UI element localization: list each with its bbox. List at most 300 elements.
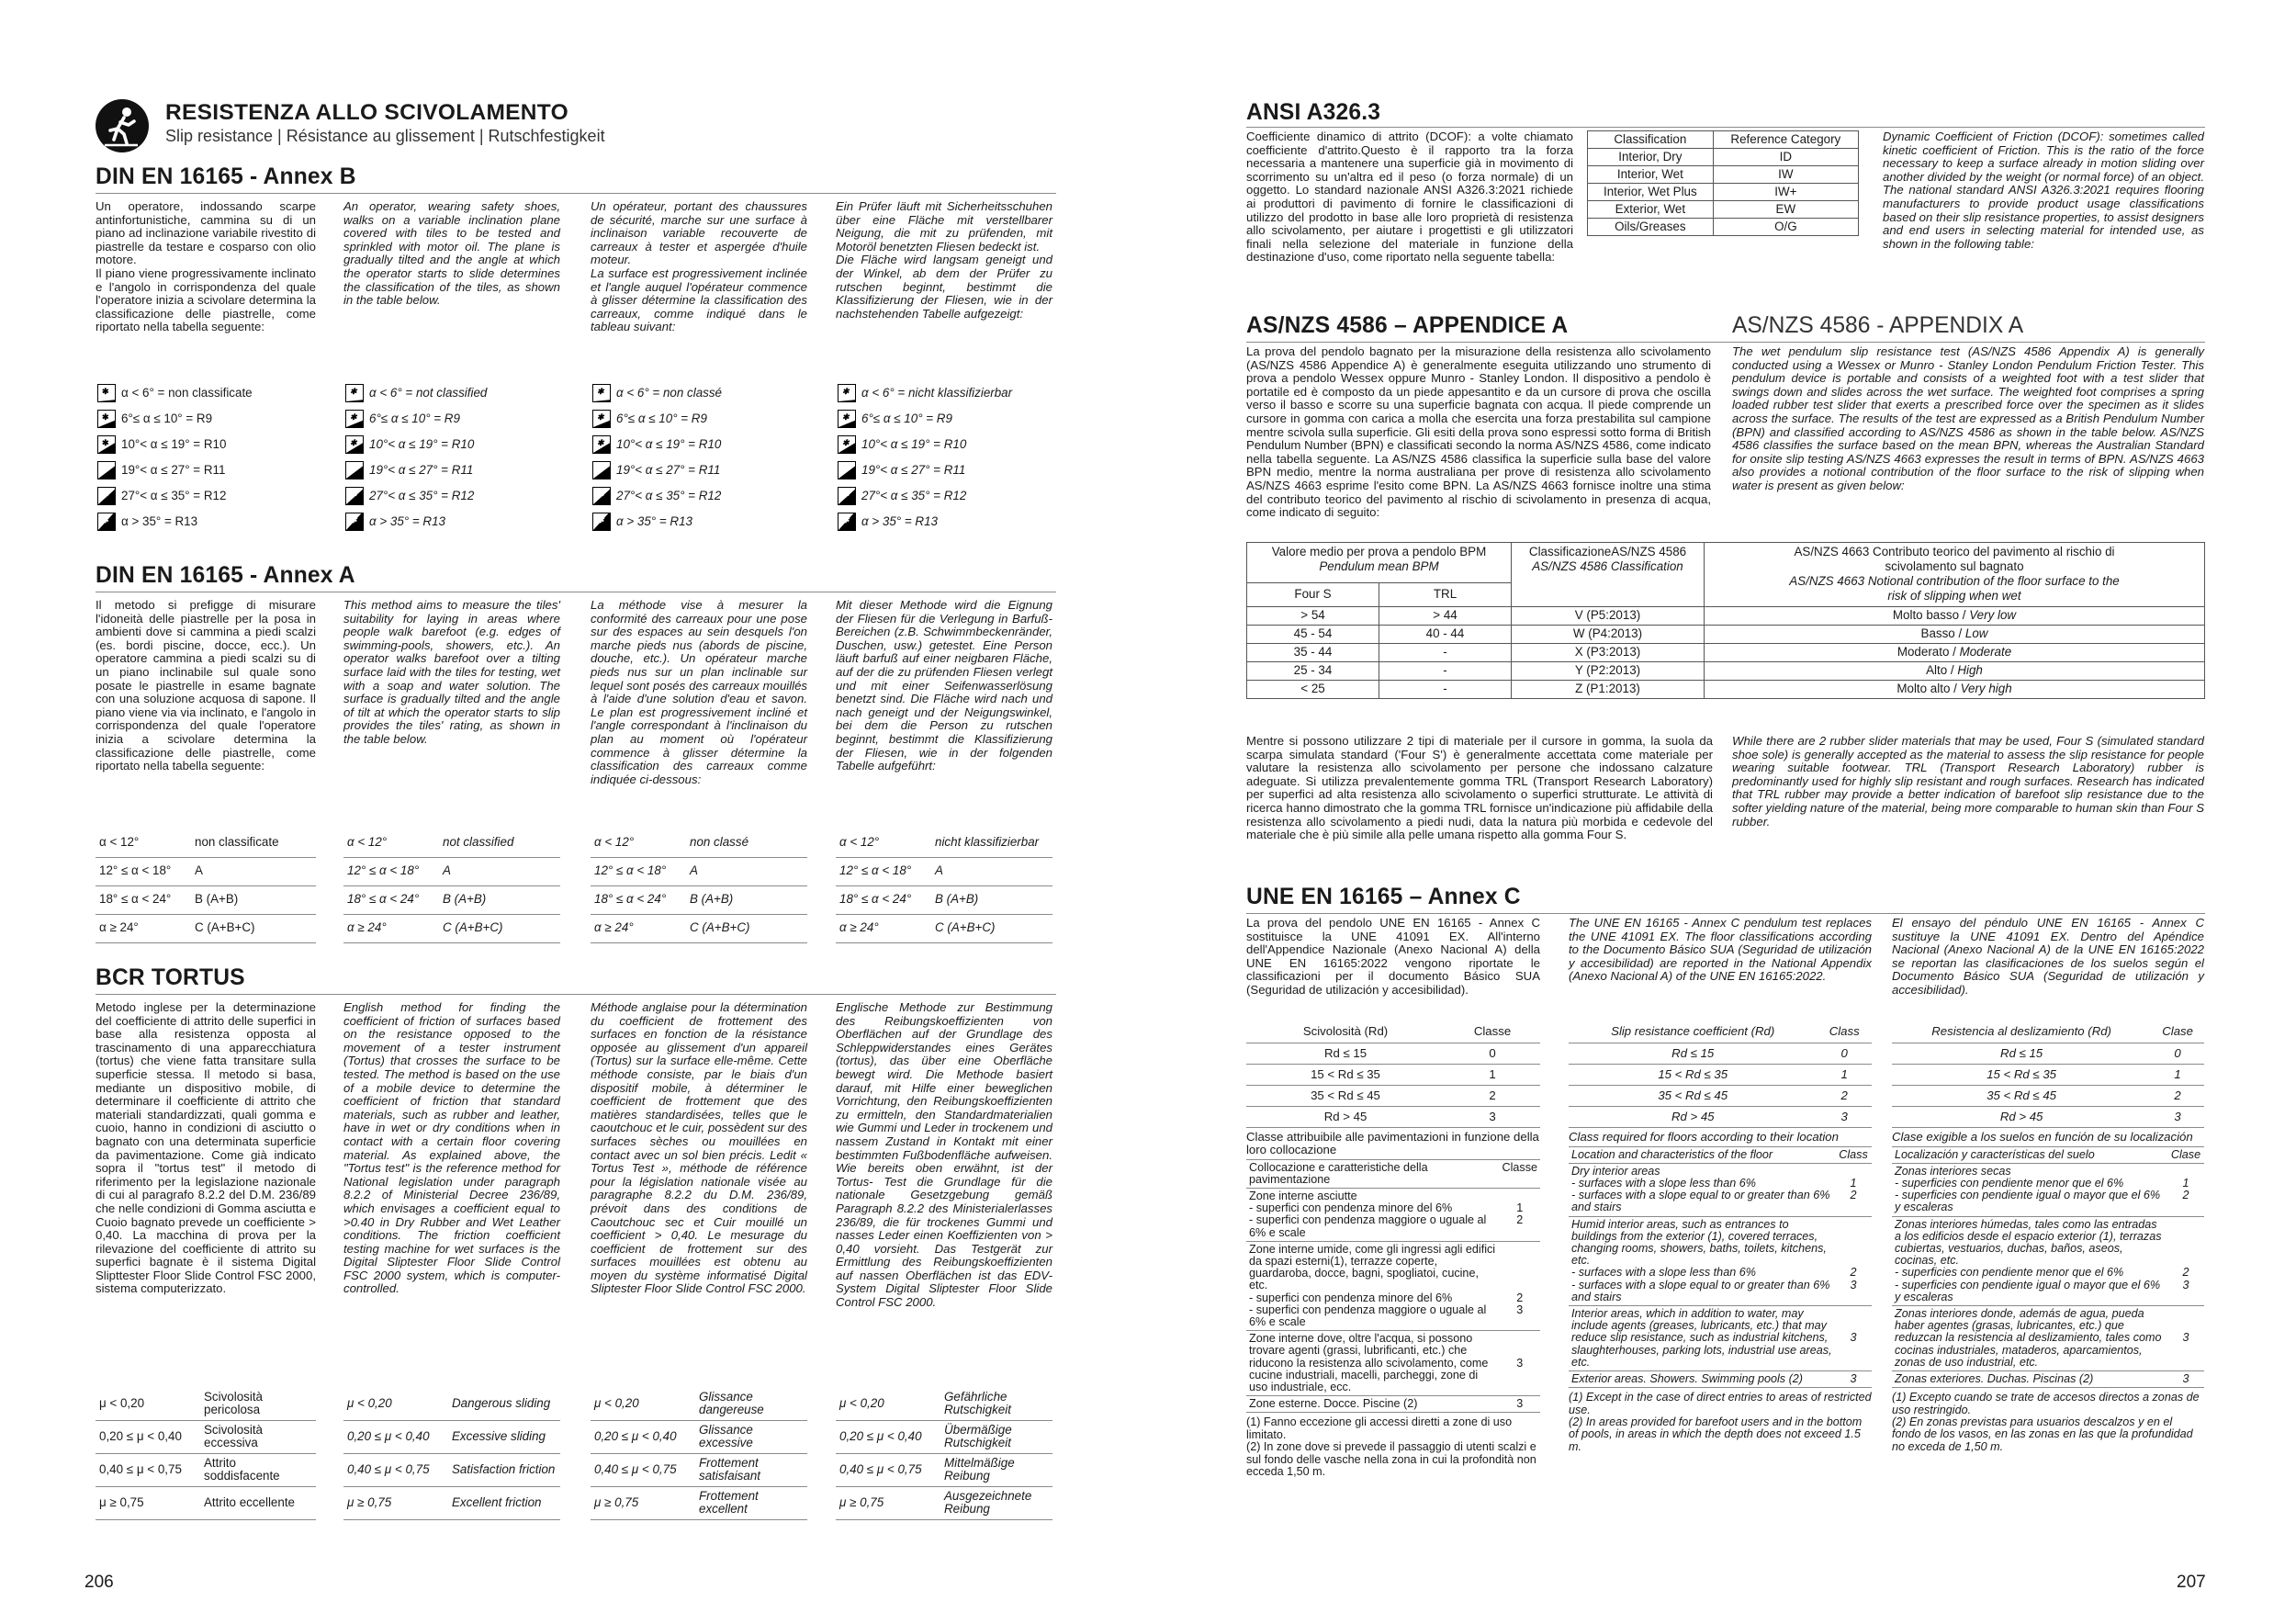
rating-label: 6°≤ α ≤ 10° = R9 <box>861 411 952 425</box>
din-b-fr: Un opérateur, portant des chaussures de sécurité, marche sur une surface à inclinaison variable recouverte de carreaux à tester et aspergée d'huile moteur. La surface est progressivement inclinée et l'angle auquel l'opérateur commence à glisser détermine la classification des carreaux, comme indiqué dans le tableau suivant: <box>591 199 807 334</box>
din-a-table-de <box>836 829 1052 943</box>
class-cell: 2 3 <box>1835 1216 1872 1305</box>
table-row <box>1246 1188 1540 1241</box>
header-cell: Scivolosità (Rd) <box>1246 1021 1445 1043</box>
asnzs-title-en: AS/NZS 4586 - APPENDIX A <box>1732 313 2024 338</box>
risk-it: Alto <box>1926 663 1948 678</box>
pend-sub-four-s: Four S <box>1247 583 1379 607</box>
une-es: El ensayo del péndulo UNE EN 16165 - Annex C sustituye la UNE 41091 EX. Dentro del Apéndice Nacional (Anexo Nacional A) de la UNE EN 16165:2022 se reportan las clasificaciones de los suelos según el Documento Básico SUA (Seguridad de utilización y accesibilidad). <box>1892 916 2204 997</box>
ansi-it: Coefficiente dinamico di attrito (DCOF): a volte chiamato coefficiente d'attrito.Questo è il rapporto tra la forza necessaria a mantenere una superficie già in movimento di scorrimento su un'altra ed il peso (o forza normale) di un oggetto. Lo standard nazionale ANSI A326.3:2021 richiede ai produttori di pavimento di fornire le classificazioni di utilizzo del prodotto in base alle loro proprietà di resistenza allo scivolamento, per aiutare i progettisti e gli utilizzatori finali nella selezione del materiale in funzione della destinazione d'uso, come riportato nella seguente tabella: <box>1246 130 1573 265</box>
friction-cell: Übermäßige Rutschigkeit <box>940 1420 1052 1453</box>
angle-cell: 12° ≤ α < 18° <box>343 857 439 885</box>
rating-label: 19°< α ≤ 27° = R11 <box>616 462 721 477</box>
ramp-icon: ✱ <box>97 513 116 531</box>
risk-en: Low <box>1964 626 1988 641</box>
rating-item <box>345 457 487 483</box>
table-header <box>1246 1160 1540 1189</box>
header-cell: Classe <box>1445 1021 1540 1043</box>
table-row <box>1892 1043 2204 1064</box>
class-cell: non classificate <box>191 829 316 857</box>
une-block-es <box>1892 1021 2204 1453</box>
table-row <box>343 1387 560 1420</box>
mu-cell: 0,20 ≤ μ < 0,40 <box>343 1420 448 1453</box>
din-a-table-it <box>96 829 316 943</box>
mu-cell: 0,40 ≤ μ < 0,75 <box>836 1453 940 1486</box>
bcr-title: BCR TORTUS <box>96 965 245 990</box>
table-row <box>343 829 560 857</box>
trl-cell: > 44 <box>1379 607 1512 626</box>
risk-it: Moderato <box>1896 645 1950 660</box>
header-cell: Reference Category <box>1713 131 1858 149</box>
class-cell: B (A+B) <box>931 885 1052 914</box>
rd-cell: 15 < Rd ≤ 35 <box>1246 1064 1445 1085</box>
class-caption: Clase exigible a los suelos en función de su localización <box>1892 1128 2204 1147</box>
class-cell: not classified <box>439 829 560 857</box>
angle-cell: α ≥ 24° <box>591 914 686 942</box>
class-cell: B (A+B) <box>191 885 316 914</box>
table-row <box>1247 662 2205 681</box>
ramp-icon: ✱ <box>838 487 856 505</box>
class-cell: 2 <box>1817 1085 1872 1106</box>
table-row <box>1246 1331 1540 1396</box>
pendulum-table <box>1246 542 2205 699</box>
class-cell: 2 <box>2151 1085 2204 1106</box>
rating-item <box>838 432 1012 457</box>
class-cell: 3 <box>2167 1305 2204 1370</box>
risk-cell: Alto / High <box>1705 662 2205 681</box>
asnzs-en: The wet pendulum slip resistance test (AS/NZS 4586 Appendix A) is generally conducted using a Wessex or Munro - Stanley London Pendulum Friction Tester. This pendulum device is portable and consists of a weighted foot with a test slider that swings down and slides across the wet surface. The weighted foot comprises a spring loaded rubber test slider that exerts a prescribed force over the specimen as it slides across the surface. The results of the test are expressed as a British Pendulum Number (BPN) and classified according to AS/NZS 4586 as shown in the table below. AS/NZS 4586 classifies the surface based on the mean BPN, whereas the Australian Standard for onsite slip testing AS/NZS 4663 expresses the result in terms of BPN. AS/NZS 4663 also provides a notional contribution of the floor surface to the risk of slipping when water is present as given below: <box>1732 344 2204 492</box>
table-row <box>96 829 316 857</box>
table-row <box>836 1453 1052 1486</box>
bcr-table-fr <box>591 1387 807 1520</box>
une-block-it <box>1246 1021 1540 1478</box>
ramp-icon: ✱ <box>838 513 856 531</box>
table-row <box>343 1420 560 1453</box>
une-block-en <box>1569 1021 1872 1453</box>
risk-en: Moderate <box>1959 645 2012 660</box>
table-header <box>1569 1147 1872 1164</box>
table-row <box>96 1453 316 1486</box>
table-row <box>96 914 316 942</box>
class-cell: 1 <box>1817 1064 1872 1085</box>
location-cell: Zone interne umide, come gli ingressi agli edifici da spazi esterni(1), terrazze coperte, guardaroba, docce, bagni, spogliatoi, cucine, etc. - superfici con pendenza minore del 6% - superfici con pendenza maggiore o uguale al 6% e scale <box>1246 1241 1500 1330</box>
table-row <box>343 857 560 885</box>
risk-en: Very high <box>1960 682 2012 696</box>
din-a-fr: La méthode vise à mesurer la conformité des carreaux pour une pose sur des espaces au sein desquels l'on marche pieds nus (abords de piscine, douche, etc.). Un opérateur marche pieds nus sur un plan inclinable sur lequel sont posés des carreaux mouillés à l'aide d'une solution d'eau et savon. Le plan est progressivement incliné et l'angle correspondant à l'inclinaison du plan au moment où l'opérateur commence à glisser détermine la classification des carreaux comme indiquée ci-dessous: <box>591 598 807 786</box>
page-title: RESISTENZA ALLO SCIVOLAMENTO <box>165 100 568 125</box>
ramp-icon: ✱ <box>345 487 364 505</box>
table-row <box>96 1420 316 1453</box>
ramp-icon: ✱ <box>345 435 364 454</box>
header-cell: Clase <box>2167 1147 2204 1164</box>
din-b-list-fr <box>592 380 722 535</box>
mu-cell: 0,20 ≤ μ < 0,40 <box>96 1420 200 1453</box>
mu-cell: μ ≥ 0,75 <box>343 1486 448 1519</box>
din-b-it: Un operatore, indossando scarpe antinfortunistiche, cammina su di un piano ad inclinazione variabile rivestito di piastrelle da testare e cosparso con olio motore. Il piano viene progressivamente inclinato e l'angolo in corrispondenza del quale l'operatore inizia a scivolare determina la classificazione delle piastrelle, come riportato nella tabella seguente: <box>96 199 316 334</box>
rating-item <box>838 380 1012 406</box>
rating-label: α < 6° = non classificate <box>121 385 253 400</box>
din-b-title: DIN EN 16165 - Annex B <box>96 164 356 189</box>
rd-cell: 35 < Rd ≤ 45 <box>1892 1085 2151 1106</box>
rd-cell: 35 < Rd ≤ 45 <box>1569 1085 1817 1106</box>
table-row <box>96 857 316 885</box>
table-row <box>591 885 807 914</box>
risk-it: Molto basso <box>1892 608 1960 623</box>
class-cell: A <box>439 857 560 885</box>
class-cell: X (P3:2013) <box>1512 644 1705 662</box>
din-a-title: DIN EN 16165 - Annex A <box>96 563 355 588</box>
rating-item <box>592 432 722 457</box>
angle-cell: 18° ≤ α < 24° <box>343 885 439 914</box>
table-row <box>1569 1216 1872 1305</box>
table-row <box>1892 1163 2204 1216</box>
class-caption: Classe attribuibile alle pavimentazioni in funzione della loro collocazione <box>1246 1128 1540 1160</box>
mu-cell: μ ≥ 0,75 <box>591 1486 695 1519</box>
class-cell: 1 2 <box>2167 1163 2204 1216</box>
friction-cell: Frottement excellent <box>695 1486 807 1519</box>
asnzs-en-2: While there are 2 rubber slider materials that may be used, Four S (simulated standard shoe sole) is generally accepted as the material to assess the slip resistance for people wearing suitable footwear. TRL (Transport Research Laboratory) rubber is predominantly used for highly slip resistant and rough surfaces. Research has indicated that TRL rubber may provide a better indication of barefoot slip resistance due to the softer yielding nature of the material, being more comparable to human skin than Four S rubber. <box>1732 734 2204 829</box>
mu-cell: μ < 0,20 <box>836 1387 940 1420</box>
rating-label: 27°< α ≤ 35° = R12 <box>616 488 722 502</box>
table-cell: Interior, Wet Plus <box>1588 184 1714 201</box>
rating-label: 27°< α ≤ 35° = R12 <box>369 488 475 502</box>
angle-cell: α ≥ 24° <box>343 914 439 942</box>
ramp-icon: ✱ <box>97 487 116 505</box>
class-cell: 3 <box>2167 1370 2204 1387</box>
rating-item <box>838 483 1012 509</box>
header-cell: Clase <box>2151 1021 2204 1043</box>
table-row <box>591 1420 807 1453</box>
friction-cell: Gefährliche Rutschigkeit <box>940 1387 1052 1420</box>
rating-item <box>838 509 1012 535</box>
ramp-icon: ✱ <box>345 513 364 531</box>
din-b-de: Ein Prüfer läuft mit Sicherheitsschuhen über eine Fläche mit verstellbarer Neigung, die mit zu prüfenden, mit Motoröl benetzten Fliesen bedeckt ist. Die Fläche wird langsam geneigt und der Winkel, ab dem der Prüfer zu rutschen beginnt, bestimmt die Klassifizierung der Fliesen, wie in der nachstehenden Tabelle aufgezeigt: <box>836 199 1052 321</box>
table-row <box>343 914 560 942</box>
class-cell: 3 <box>1817 1106 1872 1127</box>
ramp-icon: ✱ <box>838 461 856 479</box>
ramp-icon: ✱ <box>838 384 856 402</box>
ramp-icon: ✱ <box>592 435 611 454</box>
location-cell: Dry interior areas - surfaces with a slope less than 6% - surfaces with a slope equal to or greater than 6% and stairs <box>1569 1163 1835 1216</box>
rating-label: 19°< α ≤ 27° = R11 <box>369 462 474 477</box>
table-header <box>1892 1147 2204 1164</box>
rating-item <box>592 509 722 535</box>
table-row <box>836 857 1052 885</box>
table-row <box>591 914 807 942</box>
class-cell: 3 <box>1445 1106 1540 1127</box>
une-en: The UNE EN 16165 - Annex C pendulum test replaces the UNE 41091 EX. The floor classifications according to the Documento Básico SUA (Seguridad de utilización y accesibilidad) are reported in the National Appendix (Anexo Nacional A) of the UNE EN 16165:2022. <box>1569 916 1872 984</box>
table-row <box>836 1387 1052 1420</box>
table-row <box>96 885 316 914</box>
angle-cell: 12° ≤ α < 18° <box>836 857 931 885</box>
risk-it: Basso <box>1920 626 1955 641</box>
table-cell: Interior, Dry <box>1588 149 1714 166</box>
table-row <box>591 857 807 885</box>
table-row <box>1569 1305 1872 1370</box>
asnzs-title: AS/NZS 4586 – APPENDICE A <box>1246 313 1569 338</box>
rating-label: 10°< α ≤ 19° = R10 <box>861 436 967 451</box>
rating-label: α > 35° = R13 <box>121 513 198 528</box>
rating-item <box>592 406 722 432</box>
friction-cell: Ausgezeichnete Reibung <box>940 1486 1052 1519</box>
rating-label: 6°≤ α ≤ 10° = R9 <box>616 411 707 425</box>
angle-cell: α ≥ 24° <box>96 914 191 942</box>
friction-cell: Excellent friction <box>448 1486 560 1519</box>
table-cell: Exterior, Wet <box>1588 201 1714 219</box>
location-table <box>1892 1147 2204 1389</box>
rating-label: 10°< α ≤ 19° = R10 <box>121 436 227 451</box>
angle-cell: α < 12° <box>591 829 686 857</box>
ramp-icon: ✱ <box>592 487 611 505</box>
class-cell: A <box>686 857 807 885</box>
pend-h1-en: Pendulum mean BPM <box>1319 559 1439 574</box>
table-row <box>1246 1085 1540 1106</box>
class-cell: Z (P1:2013) <box>1512 681 1705 699</box>
rating-label: α < 6° = not classified <box>369 385 488 400</box>
friction-cell: Attrito soddisfacente <box>200 1453 316 1486</box>
table-row <box>1569 1085 1872 1106</box>
class-cell: 2 3 <box>1500 1241 1541 1330</box>
pend-h3-en: AS/NZS 4663 Notional contribution of the floor surface to the risk of slipping when wet <box>1789 574 2120 603</box>
ansi-title: ANSI A326.3 <box>1246 100 1381 125</box>
rd-table <box>1892 1021 2204 1128</box>
location-cell: Zonas interiores húmedas, tales como las entradas a los edificios desde el espacio exterior (1), terrazas cubiertas, vestuarios, duchas, baños, aseos, cocinas, etc. - superficies con pendiente menor que el 6% - superficies con pendiente igual o mayor que el 6% y escaleras <box>1892 1216 2167 1305</box>
ramp-icon: ✱ <box>345 384 364 402</box>
rating-label: α > 35° = R13 <box>369 513 445 528</box>
rating-item <box>345 483 487 509</box>
table-cell: ID <box>1713 149 1858 166</box>
asnzs-it: La prova del pendolo bagnato per la misurazione della resistenza allo scivolamento (AS/NZS 4586 Appendice A) è generalmente eseguita utilizzando uno strumento di prova a pendolo Wessex oppure Munro - Stanley London. Il dispositivo a pendolo è portatile ed è composto da un piede appesantito e da un cursore di prova che oscilla verso il basso e scorre su una superficie bagnata con acqua. Il piede comprende un cursore in gomma con carica a molla che esercita una forza prestabilita sul campione mentre scivola sulla superficie. Gli esiti della prova sono espressi sotto forma di British Pendulum Number (BPN) e classificati secondo la norma AS/NZS 4586, come indicato nella tabella seguente. La AS/NZS 4586 classifica la superficie sulla base del valore BPN medio, mentre la norma australiana per prove di resistenza allo scivolamento AS/NZS 4663 esprime l'esito come BPN. La AS/NZS 4663 fornisce inoltre una stima del contributo teorico del pavimento al rischio di scivolamento in presenza di acqua, come indicato di seguito: <box>1246 344 1711 520</box>
table-row <box>1588 219 1859 236</box>
header-cell: Resistencia al deslizamiento (Rd) <box>1892 1021 2151 1043</box>
table-row <box>1569 1163 1872 1216</box>
rating-item <box>345 380 487 406</box>
rd-cell: Rd ≤ 15 <box>1569 1043 1817 1064</box>
table-row <box>836 1486 1052 1519</box>
table-row <box>1569 1064 1872 1085</box>
rating-item <box>592 457 722 483</box>
table-row <box>1892 1370 2204 1387</box>
four-s-cell: > 54 <box>1247 607 1379 626</box>
ramp-icon: ✱ <box>97 384 116 402</box>
ramp-icon: ✱ <box>345 461 364 479</box>
table-row <box>836 829 1052 857</box>
risk-cell: Moderato / Moderate <box>1705 644 2205 662</box>
rd-cell: Rd ≤ 15 <box>1892 1043 2151 1064</box>
bcr-table-en <box>343 1387 560 1520</box>
class-cell: 3 <box>2151 1106 2204 1127</box>
angle-cell: 18° ≤ α < 24° <box>96 885 191 914</box>
class-cell: non classé <box>686 829 807 857</box>
angle-cell: 18° ≤ α < 24° <box>836 885 931 914</box>
bcr-table-de <box>836 1387 1052 1520</box>
rating-label: α < 6° = nicht klassifizierbar <box>861 385 1013 400</box>
rating-item <box>838 457 1012 483</box>
ramp-icon: ✱ <box>838 410 856 428</box>
angle-cell: 12° ≤ α < 18° <box>96 857 191 885</box>
table-cell: Interior, Wet <box>1588 166 1714 184</box>
page-number-left: 206 <box>84 1573 114 1592</box>
footnote: (1) Fanno eccezione gli accessi diretti a zone di uso limitato. (2) In zone dove si prevede il passaggio di utenti scalzi e sul fondo delle vasche nella zona in cui la profondità non ecceda 1,50 m. <box>1246 1415 1536 1478</box>
class-cell: 0 <box>2151 1043 2204 1064</box>
table-row <box>1246 1241 1540 1330</box>
class-cell: Y (P2:2013) <box>1512 662 1705 681</box>
rating-label: 10°< α ≤ 19° = R10 <box>369 436 475 451</box>
table-row <box>1588 149 1859 166</box>
mu-cell: 0,40 ≤ μ < 0,75 <box>591 1453 695 1486</box>
rating-item <box>97 457 253 483</box>
table-row <box>836 1420 1052 1453</box>
friction-cell: Scivolosità eccessiva <box>200 1420 316 1453</box>
mu-cell: 0,40 ≤ μ < 0,75 <box>343 1453 448 1486</box>
class-cell: 0 <box>1817 1043 1872 1064</box>
table-cell: IW <box>1713 166 1858 184</box>
table-row <box>1569 1370 1872 1387</box>
class-cell: 3 <box>1500 1331 1541 1396</box>
location-cell: Interior areas, which in addition to water, may include agents (greases, lubricants, etc.) that may reduce slip resistance, such as industrial kitchens, slaughterhouses, parking lots, industrial use areas, etc. <box>1569 1305 1835 1370</box>
class-cell: C (A+B+C) <box>191 914 316 942</box>
table-cell: IW+ <box>1713 184 1858 201</box>
rating-item <box>592 483 722 509</box>
page-number-right: 207 <box>2177 1573 2206 1592</box>
angle-cell: α ≥ 24° <box>836 914 931 942</box>
header-cell: Localización y características del suelo <box>1892 1147 2167 1164</box>
table-row <box>591 1486 807 1519</box>
mu-cell: μ < 0,20 <box>591 1387 695 1420</box>
table-row <box>1247 644 2205 662</box>
mu-cell: μ < 0,20 <box>96 1387 200 1420</box>
table-row <box>1247 626 2205 644</box>
table-header <box>1892 1021 2204 1043</box>
risk-en: Very low <box>1969 608 2017 623</box>
pend-sub-trl: TRL <box>1379 583 1512 607</box>
table-cell: O/G <box>1713 219 1858 236</box>
class-cell: 3 <box>1500 1396 1541 1413</box>
ramp-icon: ✱ <box>345 410 364 428</box>
table-row <box>836 914 1052 942</box>
page-subtitle: Slip resistance | Résistance au glissement | Rutschfestigkeit <box>165 127 605 145</box>
footnote: (1) Excepto cuando se trate de accesos directos a zonas de uso restringido. (2) En zonas previstas para usuarios descalzos y en el fondo de los vasos, en las zonas en las que la profundidad no exceda de 1,50 m. <box>1892 1391 2200 1453</box>
class-cell: A <box>931 857 1052 885</box>
din-a-it: Il metodo si prefigge di misurare l'idoneità delle piastrelle per la posa in ambienti dove si cammina a piedi scalzi (es. bordi piscine, docce, ecc.). Un operatore cammina a piedi scalzi su di un piano inclinabile sul quale sono posate le piastrelle in esame bagnate con una soluzione acquosa di sapone. Il piano viene via via inclinato, e l'angolo in corrispondenza del quale l'operatore inizia a scivolare determina la classificazione delle piastrelle, come riportato nella tabella seguente: <box>96 598 316 773</box>
pend-h2-en: AS/NZS 4586 Classification <box>1532 559 1683 574</box>
rating-item <box>97 483 253 509</box>
table-row <box>343 1486 560 1519</box>
risk-cell: Molto alto / Very high <box>1705 681 2205 699</box>
four-s-cell: 45 - 54 <box>1247 626 1379 644</box>
pend-h2: ClassificazioneAS/NZS 4586 <box>1528 545 1687 558</box>
table-row <box>1588 201 1859 219</box>
four-s-cell: 25 - 34 <box>1247 662 1379 681</box>
class-cell: 1 2 <box>1500 1188 1541 1241</box>
angle-cell: α < 12° <box>96 829 191 857</box>
bcr-table-it <box>96 1387 316 1520</box>
trl-cell: - <box>1379 662 1512 681</box>
table-row <box>343 1453 560 1486</box>
rating-label: 6°≤ α ≤ 10° = R9 <box>121 411 213 425</box>
location-cell: Zone esterne. Docce. Piscine (2) <box>1246 1396 1500 1413</box>
table-row <box>1246 1396 1540 1413</box>
class-cell: V (P5:2013) <box>1512 607 1705 626</box>
location-table <box>1569 1147 1872 1389</box>
friction-cell: Mittelmäßige Reibung <box>940 1453 1052 1486</box>
mu-cell: 0,40 ≤ μ < 0,75 <box>96 1453 200 1486</box>
class-cell: B (A+B) <box>439 885 560 914</box>
bcr-en: English method for finding the coefficient of friction of surfaces based on the resistance opposed to the movement of a tester instrument (Tortus) that crosses the surface to be tested. The method is based on the use of a mobile device to determine the coefficient of friction that standard materials, such as rubber and leather, have in wet or dry conditions when in contact with a certain floor covering material. As explained above, the "Tortus test" is the reference method for National legislation under paragraph 8.2.2 of Ministerial Decree 236/89, which envisages a coefficient equal to >0.40 in Dry Rubber and Wet Leather conditions. The friction coefficient testing machine for wet surfaces is the Digital Sliptester Floor Slide Control FSC 2000 system, which is computer-controlled. <box>343 1000 560 1296</box>
din-a-en: This method aims to measure the tiles' suitability for laying in areas where people walk barefoot (e.g. edges of swimming-pools, showers, etc.). An operator walks barefoot over a tilting surface laid with the tiles for testing, wet with a soap and water solution. The surface is gradually tilted and the angle of tilt at which the operator starts to slip provides the tiles' rating, as shown in the table below. <box>343 598 560 746</box>
table-header <box>1569 1021 1872 1043</box>
pend-h3: AS/NZS 4663 Contributo teorico del pavimento al rischio di scivolamento sul bagnato <box>1794 545 2115 574</box>
rd-cell: Rd ≤ 15 <box>1246 1043 1445 1064</box>
table-row <box>1892 1216 2204 1305</box>
bcr-de: Englische Methode zur Bestimmung des Reibungskoeffizienten von Oberflächen auf der Grundlage des Schleppwiderstandes eines Gerätes (tortus), das über eine Oberfläche bewegt wird. Die Methode basiert darauf, mit Hilfe einer beweglichen Vorrichtung, den Reibungskoeffizienten zu ermitteln, den Standardmaterialien wie Gummi und Leder in trockenem und nassem Zustand in Kontakt mit einer bestimmten Fußbodenfläche aufweisen. Wie bereits oben erwähnt, ist der Tortus- Test die Grundlage für die nationale Gesetzgebung gemäß Paragraph 8.2.2 des Ministerialerlasses 236/89, die für trockenes Gummi und nasses Leder einen Koeffizienten von > 0,40 vorsieht. Das Testgerät zur Ermittlung des Reibungskoeffizienten auf nassen Oberflächen ist das EDV- System Digital Sliptester Floor Slide Control FSC 2000. <box>836 1000 1052 1310</box>
table-row <box>1892 1085 2204 1106</box>
friction-cell: Excessive sliding <box>448 1420 560 1453</box>
location-table <box>1246 1160 1540 1414</box>
din-a-de: Mit dieser Methode wird die Eignung der Fliesen für die Verlegung in Barfuß-Bereichen (z.B. Schwimmbeckenränder, Duschen, usw.) getestet. Eine Person läuft barfuß auf einer neigbaren Fläche, auf der die zu prüfenden Fliesen verlegt und mit einer Seifenwasserlösung benetzt sind. Die Fläche wird nach und nach geneigt und der Neigungswinkel, bei dem die Person zu rutschen beginnt, bestimmt die Klassifizierung der Fliesen, wie in der folgenden Tabelle aufgeführt: <box>836 598 1052 773</box>
header-cell: Class <box>1817 1021 1872 1043</box>
table-row <box>1588 166 1859 184</box>
class-cell: B (A+B) <box>686 885 807 914</box>
rating-label: 19°< α ≤ 27° = R11 <box>121 462 226 477</box>
location-cell: Humid interior areas, such as entrances to buildings from the exterior (1), covered terraces, changing rooms, showers, baths, toilets, kitchens, etc. - surfaces with a slope less than 6% - surfaces with a slope equal to or greater than 6% and stairs <box>1569 1216 1835 1305</box>
table-row <box>1246 1064 1540 1085</box>
angle-cell: 12° ≤ α < 18° <box>591 857 686 885</box>
ansi-en: Dynamic Coefficient of Friction (DCOF): sometimes called kinetic coefficient of Friction. This is the ratio of the force necessary to keep a surface already in motion sliding over another divided by the weight (or normal force) of an object. The national standard ANSI A326.3:2021 requires flooring manufacturers to provide product usage classifications based on their slip resistance properties, to assist designers and end users in selecting material for intended use, as shown in the following table: <box>1883 130 2204 251</box>
friction-cell: Satisfaction friction <box>448 1453 560 1486</box>
ramp-icon: ✱ <box>592 384 611 402</box>
rd-cell: 35 < Rd ≤ 45 <box>1246 1085 1445 1106</box>
header-cell: Class <box>1835 1147 1872 1164</box>
din-a-table-en <box>343 829 560 943</box>
rating-item <box>345 432 487 457</box>
din-a-table-fr <box>591 829 807 943</box>
table-header <box>1246 1021 1540 1043</box>
table-row <box>591 1387 807 1420</box>
table-row <box>591 1453 807 1486</box>
mu-cell: μ ≥ 0,75 <box>836 1486 940 1519</box>
rd-table <box>1246 1021 1540 1128</box>
table-row <box>591 829 807 857</box>
location-cell: Zone interne asciutte - superfici con pendenza minore del 6% - superfici con pendenza maggiore o uguale al 6% e scale <box>1246 1188 1500 1241</box>
angle-cell: 18° ≤ α < 24° <box>591 885 686 914</box>
bcr-it: Metodo inglese per la determinazione del coefficiente di attrito delle superfici in base alla resistenza opposta al trascinamento di una apparecchiatura (tortus) che viene fatta transitare sulla superficie stessa. Il metodo si basa, mediante un dispositivo mobile, di determinare il coefficiente di attrito che materiali standardizzati, quali gomma e cuoio, hanno in condizioni di asciutto o bagnato con una determinata superficie da pavimentazione. Come già indicato sopra il "tortus test" il metodo di riferimento per la legislazione nazionale di cui al paragrafo 8.2.2 del D.M. 236/89 che nelle condizioni di Gomma asciutta e Cuoio bagnato prevede un coefficiente > 0,40. La macchina di prova per la rilevazione del coefficiente di attrito su superfici bagnate è il sistema Digital Slipttester Floor Slide Control FSC 2000, sistema computerizzato. <box>96 1000 316 1296</box>
location-cell: Exterior areas. Showers. Swimming pools (2) <box>1569 1370 1835 1387</box>
class-cell: 1 2 <box>1835 1163 1872 1216</box>
header-cell: Classification <box>1588 131 1714 149</box>
rating-label: 6°≤ α ≤ 10° = R9 <box>369 411 460 425</box>
header-cell: Collocazione e caratteristiche della pavimentazione <box>1246 1160 1500 1189</box>
friction-cell: Dangerous sliding <box>448 1387 560 1420</box>
rating-item <box>592 380 722 406</box>
rating-label: 27°< α ≤ 35° = R12 <box>121 488 227 502</box>
class-cell: nicht klassifizierbar <box>931 829 1052 857</box>
rating-label: α < 6° = non classé <box>616 385 722 400</box>
table-row <box>1892 1106 2204 1127</box>
class-cell: C (A+B+C) <box>439 914 560 942</box>
table-row <box>1892 1064 2204 1085</box>
table-row <box>1569 1043 1872 1064</box>
header-cell: Slip resistance coefficient (Rd) <box>1569 1021 1817 1043</box>
rd-cell: 15 < Rd ≤ 35 <box>1892 1064 2151 1085</box>
table-row <box>1569 1106 1872 1127</box>
rd-cell: Rd > 45 <box>1892 1106 2151 1127</box>
four-s-cell: < 25 <box>1247 681 1379 699</box>
friction-cell: Glissance excessive <box>695 1420 807 1453</box>
table-row <box>1247 681 2205 699</box>
din-b-list-it <box>97 380 253 535</box>
ramp-icon: ✱ <box>592 461 611 479</box>
